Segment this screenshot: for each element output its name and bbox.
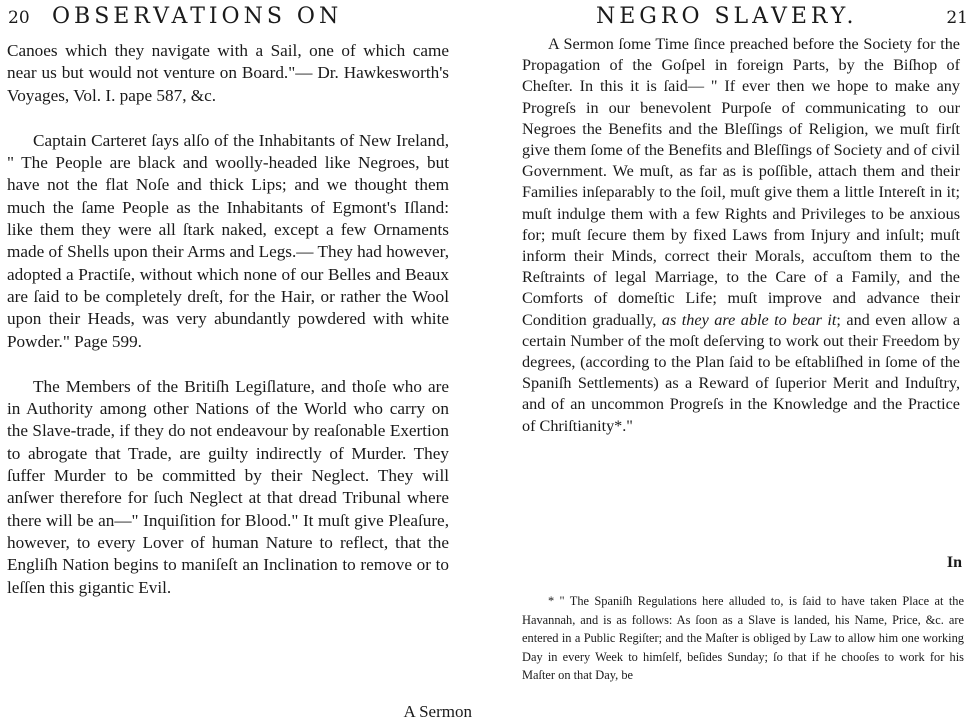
left-page-header	[0, 2, 490, 32]
right-footnote	[522, 592, 964, 685]
sermon-text-after: ; and even allow a certain Number of the moſt deſerving to work out their Freedom by degrees, (according to the Plan ſaid to be eſtabliſhed in ſome of the Spaniſh Settlements) as a Reward of ſuperior Merit and Induſtry, and of an uncommon Progreſs in the Knowledge and the Practice of Chriſtianity*."	[522, 310, 961, 435]
right-page	[490, 0, 980, 728]
left-running-head: OBSERVATIONS ON	[52, 4, 343, 29]
right-paragraph-sermon	[522, 34, 960, 437]
right-running-head: NEGRO SLAVERY.	[596, 4, 858, 29]
left-paragraph-carteret: Captain Carteret ſays alſo of the Inhabitants of New Ireland, " The People are black and woolly-headed like Negroes, but have not the flat Noſe and thick Lips; and we thought them much the ſame People as the Inhabitants of Egmont's Iſland: like them they were all ſtark naked, except a few Ornaments made of Shells upon their Arms and Legs.— They had however, adopted a Practiſe, without which none of our Belles and Beaux are ſaid to be completely dreſt, for the Hair, or rather the Wool upon their Heads, was very abundantly powdered with white Powder." Page 599.	[7, 130, 449, 351]
right-page-header	[490, 2, 980, 32]
left-paragraph-legislature: The Members of the Britiſh Legiſlature, and thoſe who are in Authority among other Nations of the World who carry on the Slave-trade, if they do not endeavour by reaſonable Exertion to abrogate that Trade, are guilty indirectly of Murder. They ſuffer Murder to be committed by their Neglect. They will anſwer therefore for ſuch Neglect at that dread Tribunal where there will be an—" Inquiſition for Blood." It muſt give Pleaſure, however, to every Lover of human Nature to reflect, that the Engliſh Nation begins to maniſeſt an Inclination to remove or to leſſen this gigantic Evil.	[7, 376, 449, 597]
right-text-column	[522, 34, 960, 437]
left-text-column	[7, 40, 449, 599]
left-paragraph-continued: Canoes which they navigate with a Sail, one of which came near us but would not venture on Board."— Dr. Hawkesworth's Voyages, Vol. I. pape 587, &c.	[7, 41, 449, 105]
left-catchword: A Sermon	[403, 702, 472, 721]
paragraph-gap	[7, 107, 449, 130]
right-page-number: 21	[946, 8, 968, 28]
sermon-text-before: A Sermon ſome Time ſince preached before the Society for the Propagation of the Goſpel in foreign Parts, by the Biſhop of Cheſter. In this it is ſaid— " If ever then we hope to make any Progreſs in our benevolent Purpoſe of communicating to our Negroes the Benefits and the Bleſſings of Religion, we muſt firſt give them ſome of the Benefits and Bleſſings of Society and of civil Government. We muſt, as far as is poſſible, attach them and their Families inſeparably to the ſoil, muſt give them a little Intereſt in it; muſt indulge them with a few Rights and Privileges to be anxious for; muſt ſecure them by fixed Laws from Injury and inſult; muſt inform their Minds, correct their Morals, accuſtom them to the Reſtraints of legal Marriage, to the Care of a Family, and the Comforts of domeſtic Life; muſt improve and advance their Condition gradually,	[522, 35, 960, 329]
footnote-text: * " The Spaniſh Regulations here alluded to, is ſaid to have taken Place at the Havannah, and is as follows: As ſoon as a Slave is landed, his Name, Price, &c. are entered in a Public Regiſter; and the Maſter is obliged by Law to allow him one working Day in every Week to himſelf, beſides Sunday; ſo that if he chooſes to work for his Maſter on that Day, be	[522, 594, 964, 683]
paragraph-gap	[7, 353, 449, 376]
left-page-number: 20	[8, 8, 30, 28]
sermon-italic-phrase: as they are able to bear it	[661, 310, 837, 329]
right-catchword: In	[946, 554, 962, 571]
